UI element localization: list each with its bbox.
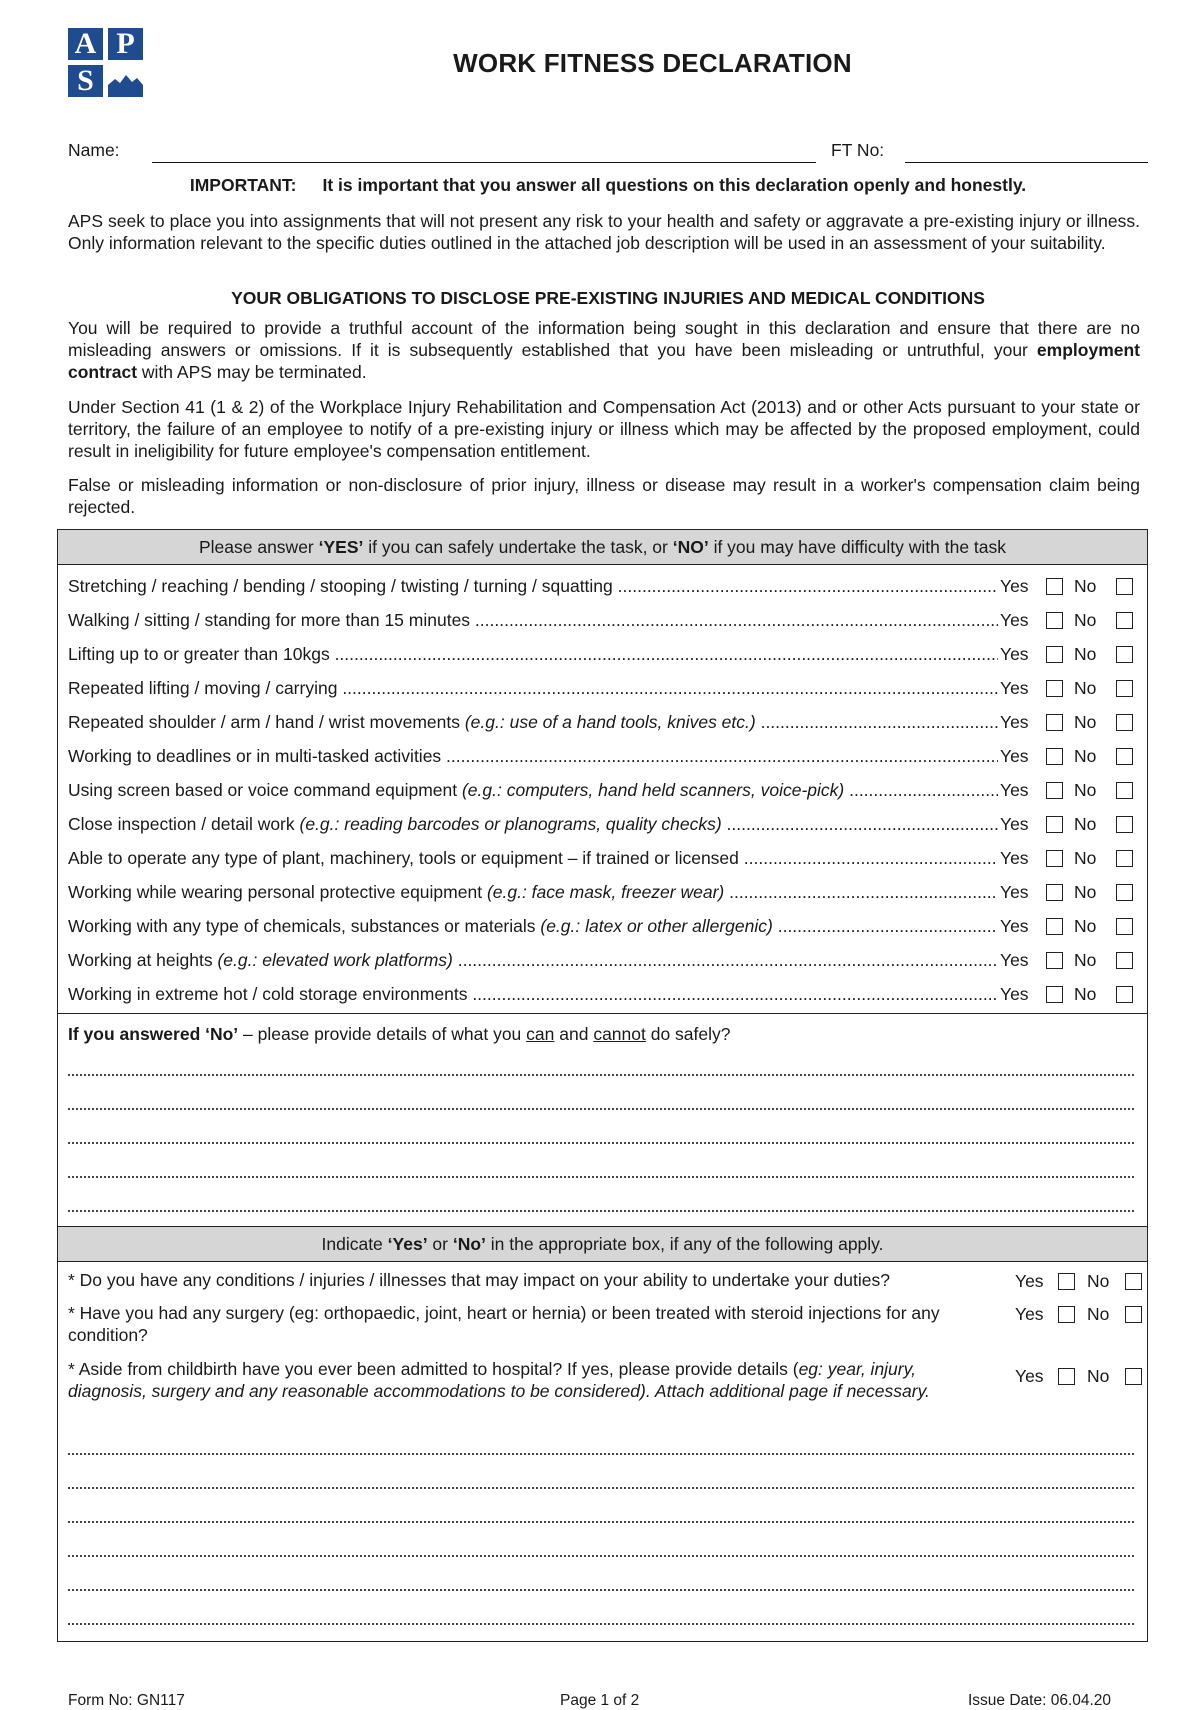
task-label: Close inspection / detail work (68, 814, 300, 834)
task-example: (e.g.: elevated work platforms) (217, 950, 453, 970)
yes-label: Yes (1000, 746, 1029, 766)
task-row (68, 710, 1138, 734)
obligations-p1-text: You will be required to provide a truthful account of the information being sought in this declaration and ensure that there are no misleading answers or omissions. If it is subsequently established that you have been misleading or untruthful, your (68, 318, 1140, 360)
no-label: No (1074, 814, 1097, 834)
form-number: Form No: GN117 (68, 1692, 185, 1709)
details-text-c: do safely? (645, 1024, 731, 1044)
ft-no-field[interactable] (905, 162, 1148, 163)
yes-checkbox[interactable] (1046, 612, 1063, 629)
no-checkbox[interactable] (1125, 1306, 1142, 1323)
task-text (68, 948, 998, 972)
yes-checkbox[interactable] (1046, 884, 1063, 901)
hospital-details-line[interactable] (68, 1519, 1134, 1523)
task-text (68, 676, 998, 700)
no-checkbox[interactable] (1116, 612, 1133, 629)
page-title: WORK FITNESS DECLARATION (453, 48, 852, 78)
yes-label: Yes (1015, 1366, 1044, 1386)
task-row (68, 812, 1138, 836)
no-checkbox[interactable] (1116, 646, 1133, 663)
name-label: Name: (68, 140, 120, 160)
important-tag: IMPORTANT: (189, 175, 297, 195)
yes-checkbox[interactable] (1046, 578, 1063, 595)
no-checkbox[interactable] (1116, 986, 1133, 1003)
task-example: (e.g.: face mask, freezer wear) (486, 882, 725, 902)
condition-2-answer (1015, 1302, 1145, 1326)
task-text (68, 710, 998, 734)
no-checkbox[interactable] (1116, 714, 1133, 731)
logo-letter-s: S (68, 65, 103, 97)
important-text: It is important that you answer all questions on this declaration openly and honestly. (322, 175, 1027, 195)
task-label: Stretching / reaching / bending / stooping / twisting / turning / squatting (68, 576, 613, 596)
task-answer (998, 608, 1138, 632)
no-label: No (1074, 746, 1097, 766)
yes-checkbox[interactable] (1046, 782, 1063, 799)
yes-label: Yes (1000, 848, 1029, 868)
task-example: (e.g.: latex or other allergenic) (540, 916, 773, 936)
details-question (68, 1024, 731, 1045)
task-answer (998, 880, 1138, 904)
issue-date: Issue Date: 06.04.20 (968, 1692, 1112, 1709)
task-label: Walking / sitting / standing for more than 15 minutes (68, 610, 471, 630)
details-text-b: and (554, 1024, 594, 1044)
task-row (68, 948, 1138, 972)
hospital-details-line[interactable] (68, 1451, 1134, 1455)
no-label: No (1074, 780, 1097, 800)
yes-label: Yes (1015, 1304, 1044, 1324)
no-label: No (1074, 950, 1097, 970)
task-answer (998, 812, 1138, 836)
yes-checkbox[interactable] (1046, 816, 1063, 833)
yes-label: Yes (1000, 984, 1029, 1004)
details-line[interactable] (68, 1208, 1134, 1212)
no-label: No (1074, 882, 1097, 902)
logo-letter-p: P (108, 28, 143, 60)
no-checkbox[interactable] (1116, 680, 1133, 697)
task-row (68, 846, 1138, 870)
task-text (68, 982, 998, 1006)
employment-contract-text: employment contract (68, 340, 1140, 382)
yes-label: Yes (1000, 916, 1029, 936)
yes-checkbox[interactable] (1058, 1368, 1075, 1385)
no-checkbox[interactable] (1116, 748, 1133, 765)
task-row (68, 642, 1138, 666)
task-text (68, 778, 998, 802)
name-field[interactable] (152, 162, 816, 163)
yes-checkbox[interactable] (1046, 986, 1063, 1003)
task-label: Lifting up to or greater than 10kgs (68, 644, 330, 664)
yes-label: Yes (1000, 644, 1029, 664)
task-row (68, 676, 1138, 700)
task-answer (998, 778, 1138, 802)
no-checkbox[interactable] (1116, 782, 1133, 799)
task-example: (e.g.: use of a hand tools, knives etc.) (464, 712, 756, 732)
task-header-yes: ‘YES’ (318, 537, 364, 557)
important-notice (0, 175, 1200, 196)
no-checkbox[interactable] (1125, 1368, 1142, 1385)
yes-label: Yes (1000, 712, 1029, 732)
task-header-text-3: if you may have difficulty with the task (708, 537, 1007, 557)
details-line[interactable] (68, 1140, 1134, 1144)
declaration-table (57, 529, 1148, 1642)
task-label: Using screen based or voice command equipment (68, 780, 462, 800)
task-label: Working with any type of chemicals, substances or materials (68, 916, 541, 936)
no-label: No (1087, 1304, 1110, 1324)
obligations-paragraph-2: Under Section 41 (1 & 2) of the Workplace Injury Rehabilitation and Compensation Act (2013) and or other Acts pursuant to your state or territory, the failure of an employee to notify of a pre-existing injury or illness which may be affected by the proposed employment, could result in ineligibility for future employee's compensation entitlement. (68, 397, 1140, 461)
q3-italic: eg: year, injury, diagnosis, surgery and any reasonable accommodations to be considered). Attach additional page if necessary. (68, 1359, 930, 1401)
details-line[interactable] (68, 1072, 1134, 1076)
task-row (68, 778, 1138, 802)
cond-header-text-2: or (427, 1234, 453, 1254)
task-row (68, 574, 1138, 598)
yes-checkbox[interactable] (1058, 1273, 1075, 1290)
task-label: Working while wearing personal protective equipment (68, 882, 487, 902)
condition-3-answer (1015, 1364, 1145, 1388)
ft-no-label: FT No: (831, 140, 885, 160)
cond-header-text-3: in the appropriate box, if any of the following apply. (485, 1234, 884, 1254)
no-checkbox[interactable] (1116, 884, 1133, 901)
task-answer (998, 676, 1138, 700)
yes-checkbox[interactable] (1046, 680, 1063, 697)
no-label: No (1087, 1271, 1110, 1291)
task-answer (998, 846, 1138, 870)
hospital-details-line[interactable] (68, 1587, 1134, 1591)
obligations-p1-end: with APS may be terminated. (137, 362, 367, 382)
yes-checkbox[interactable] (1046, 918, 1063, 935)
no-label: No (1074, 984, 1097, 1004)
yes-label: Yes (1000, 610, 1029, 630)
task-answer (998, 642, 1138, 666)
task-divider (58, 1013, 1147, 1014)
task-text (68, 744, 998, 768)
no-checkbox[interactable] (1116, 816, 1133, 833)
no-label: No (1074, 644, 1097, 664)
task-row (68, 982, 1138, 1006)
hospital-details-line[interactable] (68, 1621, 1134, 1625)
task-section-header (58, 530, 1147, 565)
task-answer (998, 744, 1138, 768)
no-label: No (1074, 576, 1097, 596)
yes-checkbox[interactable] (1046, 850, 1063, 867)
task-text (68, 880, 998, 904)
task-answer (998, 574, 1138, 598)
task-answer (998, 982, 1138, 1006)
details-line[interactable] (68, 1106, 1134, 1110)
yes-label: Yes (1000, 576, 1029, 596)
task-label: Able to operate any type of plant, machinery, tools or equipment – if trained or licensed (68, 848, 739, 868)
task-header-text: Please answer (198, 537, 319, 557)
no-label: No (1074, 848, 1097, 868)
task-row (68, 914, 1138, 938)
condition-1-answer (1015, 1269, 1145, 1293)
task-header-no: ‘NO’ (672, 537, 709, 557)
cond-header-no: ‘No’ (452, 1234, 486, 1254)
details-line[interactable] (68, 1174, 1134, 1178)
task-header-text-2: if you can safely undertake the task, or (363, 537, 673, 557)
task-label: Working in extreme hot / cold storage environments (68, 984, 468, 1004)
no-label: No (1074, 610, 1097, 630)
page-number: Page 1 of 2 (560, 1692, 640, 1709)
cond-header-yes: ‘Yes’ (387, 1234, 428, 1254)
cond-header-text: Indicate (321, 1234, 388, 1254)
obligations-paragraph-1 (68, 317, 1140, 383)
details-cannot: cannot (593, 1024, 646, 1044)
q3-text: * Aside from childbirth have you ever been admitted to hospital? If yes, please provide details ( (68, 1359, 799, 1379)
details-text-a: – please provide details of what you (238, 1024, 527, 1044)
conditions-section-header (58, 1226, 1147, 1262)
obligations-paragraph-3: False or misleading information or non-disclosure of prior injury, illness or disease may result in a worker's compensation claim being rejected. (68, 475, 1140, 517)
task-row (68, 608, 1138, 632)
hospital-details-line[interactable] (68, 1553, 1134, 1557)
yes-label: Yes (1015, 1271, 1044, 1291)
no-checkbox[interactable] (1116, 850, 1133, 867)
yes-checkbox[interactable] (1046, 714, 1063, 731)
yes-label: Yes (1000, 780, 1029, 800)
task-text (68, 914, 998, 938)
intro-paragraph: APS seek to place you into assignments that will not present any risk to your health and safety or aggravate a pre-existing injury or illness. Only information relevant to the specific duties outlined in the attached job description will be used in an assessment of your suitability. (68, 211, 1140, 253)
task-text (68, 608, 998, 632)
task-answer (998, 710, 1138, 734)
condition-question-3 (68, 1358, 968, 1402)
no-checkbox[interactable] (1125, 1273, 1142, 1290)
hospital-details-line[interactable] (68, 1485, 1134, 1489)
task-row (68, 880, 1138, 904)
no-label: No (1074, 916, 1097, 936)
details-bold: If you answered ‘No’ (68, 1024, 239, 1044)
name-row (68, 140, 1148, 164)
condition-question-2: * Have you had any surgery (eg: orthopaedic, joint, heart or hernia) or been treated with steroid injections for any condition? (68, 1303, 940, 1345)
yes-label: Yes (1000, 678, 1029, 698)
task-text (68, 846, 998, 870)
yes-label: Yes (1000, 882, 1029, 902)
task-example: (e.g.: reading barcodes or planograms, quality checks) (299, 814, 722, 834)
task-row (68, 744, 1138, 768)
logo-letter-a: A (68, 28, 103, 60)
task-text (68, 642, 998, 666)
task-example: (e.g.: computers, hand held scanners, voice-pick) (461, 780, 845, 800)
yes-checkbox[interactable] (1046, 748, 1063, 765)
task-label: Working to deadlines or in multi-tasked activities (68, 746, 442, 766)
obligations-heading: YOUR OBLIGATIONS TO DISCLOSE PRE-EXISTING INJURIES AND MEDICAL CONDITIONS (231, 288, 985, 308)
no-label: No (1074, 678, 1097, 698)
yes-label: Yes (1000, 814, 1029, 834)
no-checkbox[interactable] (1116, 952, 1133, 969)
no-label: No (1074, 712, 1097, 732)
task-answer (998, 948, 1138, 972)
task-label: Repeated lifting / moving / carrying (68, 678, 338, 698)
yes-checkbox[interactable] (1058, 1306, 1075, 1323)
task-answer (998, 914, 1138, 938)
task-label: Repeated shoulder / arm / hand / wrist movements (68, 712, 465, 732)
yes-checkbox[interactable] (1046, 952, 1063, 969)
task-text (68, 574, 998, 598)
yes-checkbox[interactable] (1046, 646, 1063, 663)
yes-label: Yes (1000, 950, 1029, 970)
no-label: No (1087, 1366, 1110, 1386)
task-label: Working at heights (68, 950, 218, 970)
task-text (68, 812, 998, 836)
details-can: can (526, 1024, 555, 1044)
condition-question-1: * Do you have any conditions / injuries / illnesses that may impact on your ability to undertake your duties? (68, 1270, 890, 1290)
no-checkbox[interactable] (1116, 918, 1133, 935)
no-checkbox[interactable] (1116, 578, 1133, 595)
